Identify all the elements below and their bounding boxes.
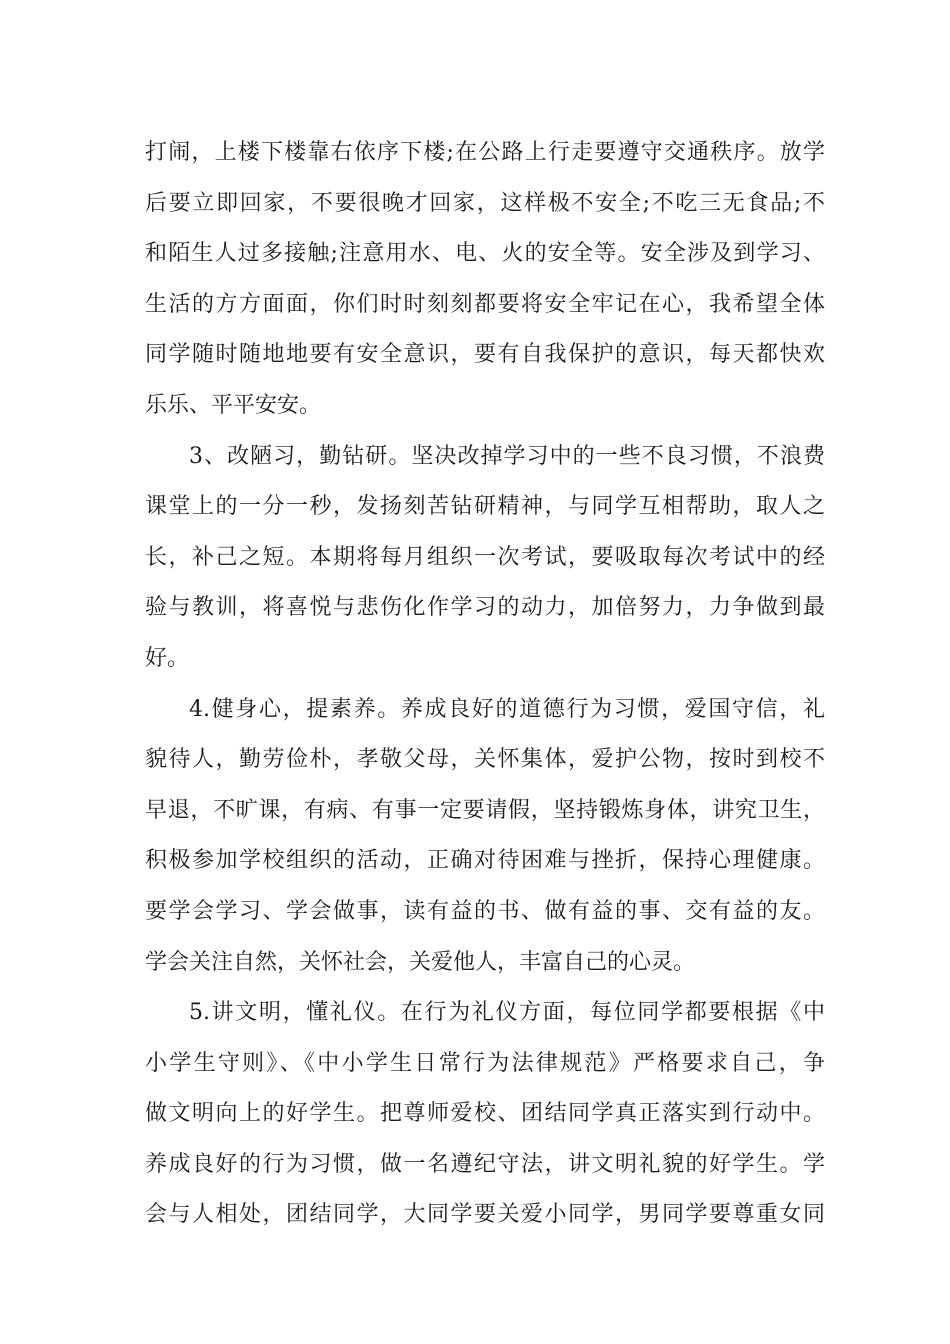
text-line: 课堂上的一分一秒，发扬刻苦钻研精神，与同学互相帮助，取人之 <box>145 494 825 520</box>
text-line: 乐乐、平平安安。 <box>145 392 322 418</box>
text-line: 好。 <box>145 645 190 671</box>
text-line: 貌待人，勤劳俭朴，孝敬父母，关怀集体，爱护公物，按时到校不 <box>145 747 825 773</box>
text-line: 同学随时随地地要有安全意识，要有自我保护的意识，每天都快欢 <box>145 342 825 368</box>
body-text <box>145 128 825 1241</box>
text-line: 验与教训，将喜悦与悲伤化作学习的动力，加倍努力，力争做到最 <box>145 595 825 621</box>
paragraph-5-start: 5.讲文明，懂礼仪。在行为礼仪方面，每位同学都要根据《中 <box>189 1000 825 1026</box>
text-line: 做文明向上的好学生。把尊师爱校、团结同学真正落实到行动中。 <box>145 1101 825 1127</box>
text-line: 养成良好的行为习惯，做一名遵纪守法，讲文明礼貌的好学生。学 <box>145 1151 825 1177</box>
text-line: 生活的方方面面，你们时时刻刻都要将安全牢记在心，我希望全体 <box>145 291 825 317</box>
text-line: 要学会学习、学会做事，读有益的书、做有益的事、交有益的友。 <box>145 898 825 924</box>
text-line: 早退，不旷课，有病、有事一定要请假，坚持锻炼身体，讲究卫生， <box>145 797 825 823</box>
text-line: 长，补己之短。本期将每月组织一次考试，要吸取每次考试中的经 <box>145 544 825 570</box>
text-line: 后要立即回家，不要很晚才回家，这样极不安全;不吃三无食品;不 <box>145 190 825 216</box>
text-line: 积极参加学校组织的活动，正确对待困难与挫折，保持心理健康。 <box>145 848 825 874</box>
paragraph-3-start: 3、改陋习，勤钻研。坚决改掉学习中的一些不良习惯，不浪费 <box>189 443 825 469</box>
text-line: 学会关注自然，关怀社会，关爱他人，丰富自己的心灵。 <box>145 949 696 975</box>
text-line: 会与人相处，团结同学，大同学要关爱小同学，男同学要尊重女同 <box>145 1202 825 1228</box>
text-line: 打闹，上楼下楼靠右依序下楼;在公路上行走要遵守交通秩序。放学 <box>145 140 825 165</box>
text-line: 和陌生人过多接触;注意用水、电、火的安全等。安全涉及到学习、 <box>145 241 825 267</box>
text-line: 小学生守则》、《中小学生日常行为法律规范》严格要求自己，争 <box>145 1050 825 1076</box>
paragraph-4-start: 4.健身心，提素养。养成良好的道德行为习惯，爱国守信，礼 <box>189 696 825 722</box>
